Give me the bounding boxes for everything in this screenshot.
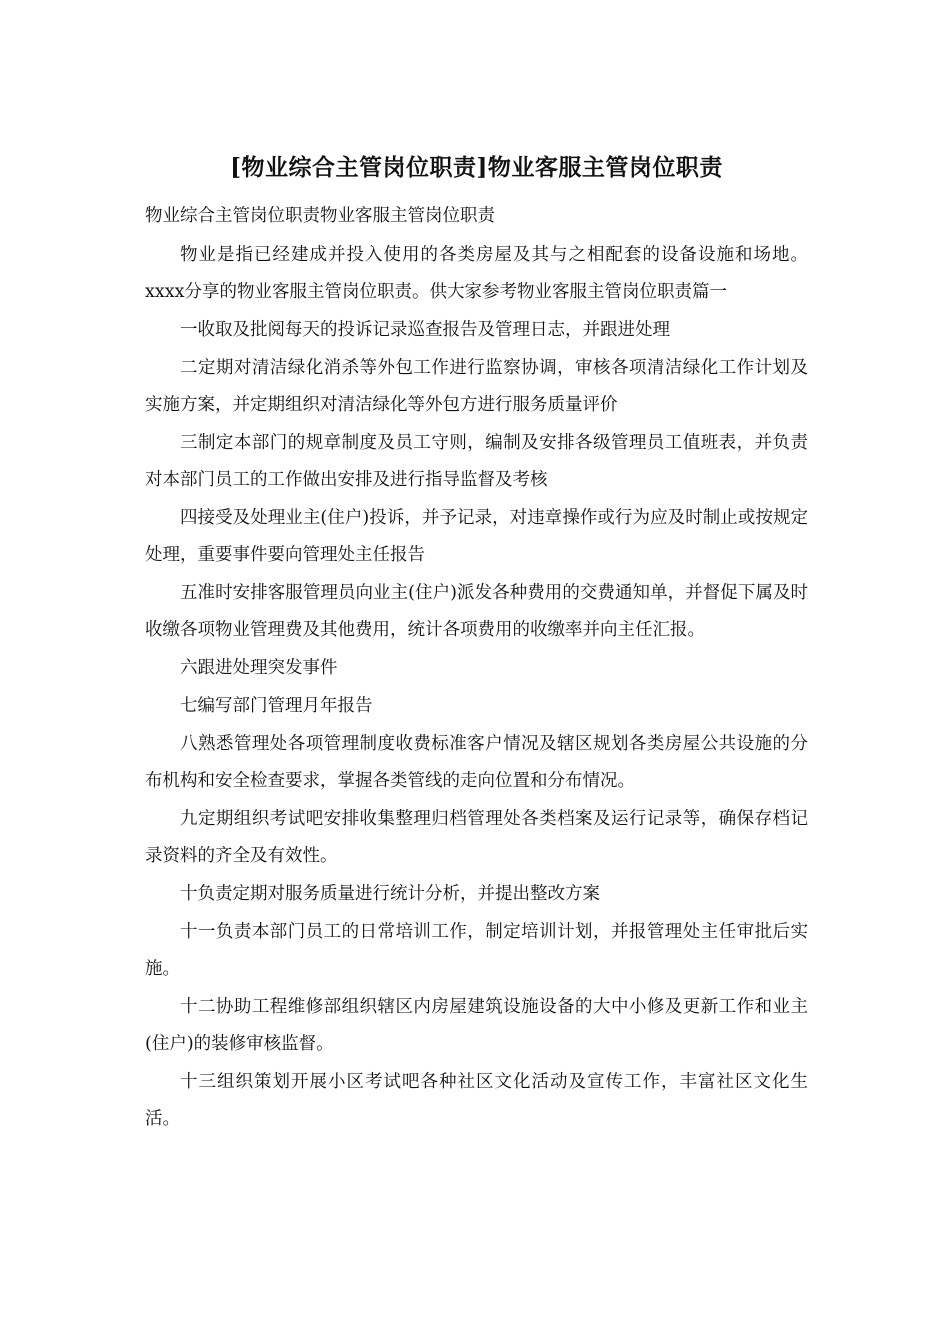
paragraph-duty-9: 九定期组织考试吧安排收集整理归档管理处各类档案及运行记录等，确保存档记录资料的齐全及有效性。 [145,809,808,866]
paragraph-duty-1: 一收取及批阅每天的投诉记录巡查报告及管理日志，并跟进处理 [180,320,670,340]
paragraph-duty-4: 四接受及处理业主(住户)投诉，并予记录，对违章操作或行为应及时制止或按规定处理，重要事件要向管理处主任报告 [145,508,808,565]
paragraph-duty-10: 十负责定期对服务质量进行统计分析，并提出整改方案 [180,884,600,904]
paragraph-duty-5: 五准时安排客服管理员向业主(住户)派发各种费用的交费通知单，并督促下属及时收缴各项物业管理费及其他费用，统计各项费用的收缴率并向主任汇报。 [145,583,808,640]
paragraph-duty-13: 十三组织策划开展小区考试吧各种社区文化活动及宣传工作，丰富社区文化生活。 [145,1072,808,1129]
document-title: [物业综合主管岗位职责]物业客服主管岗位职责 [230,154,723,181]
paragraph-duty-12: 十二协助工程维修部组织辖区内房屋建筑设施设备的大中小修及更新工作和业主(住户)的装修审核监督。 [145,997,808,1054]
paragraph-duty-3: 三制定本部门的规章制度及员工守则，编制及安排各级管理员工值班表，并负责对本部门员工的工作做出安排及进行指导监督及考核 [145,433,808,490]
paragraph-duty-8: 八熟悉管理处各项管理制度收费标准客户情况及辖区规划各类房屋公共设施的分布机构和安全检查要求，掌握各类管线的走向位置和分布情况。 [145,734,808,791]
paragraph-duty-11: 十一负责本部门员工的日常培训工作，制定培训计划，并报管理处主任审批后实施。 [145,922,808,979]
paragraph-intro: 物业是指已经建成并投入使用的各类房屋及其与之相配套的设备设施和场地。xxxx分享的物业客服主管岗位职责。供大家参考物业客服主管岗位职责篇一 [145,245,808,302]
paragraph-duty-2: 二定期对清洁绿化消杀等外包工作进行监察协调，审核各项清洁绿化工作计划及实施方案，并定期组织对清洁绿化等外包方进行服务质量评价 [145,358,808,415]
paragraph-duty-6: 六跟进处理突发事件 [180,658,338,678]
paragraph-duty-7: 七编写部门管理月年报告 [180,696,373,716]
document-subtitle: 物业综合主管岗位职责物业客服主管岗位职责 [145,206,495,226]
document-body [145,148,808,1139]
